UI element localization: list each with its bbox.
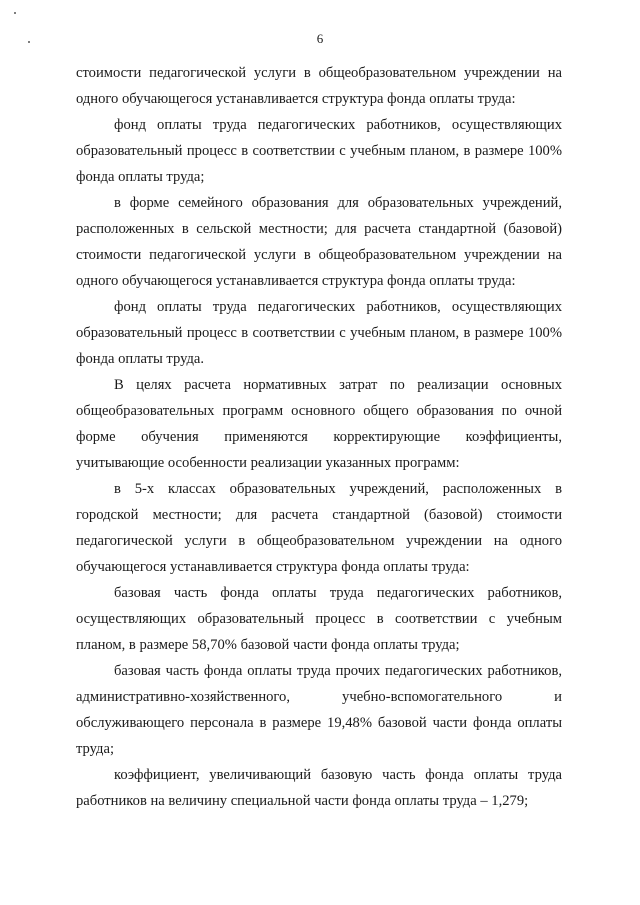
paragraph: фонд оплаты труда педагогических работников, осуществляющих образовательный процесс в соответствии с учебным планом, в размере 100% фонда оплаты труда. <box>76 299 562 367</box>
paragraph: в форме семейного образования для образовательных учреждений, расположенных в сельской местности; для расчета стандартной (базовой) стоимости педагогической услуги в общеобразовательном учреждении на одного обучающегося устанавливается структура фонда оплаты труда: <box>76 195 562 289</box>
paragraph: в 5-х классах образовательных учреждений, расположенных в городской местности; для расчета стандартной (базовой) стоимости педагогической услуги в общеобразовательном учреждении на одного обучающегося устанавливается структура фонда оплаты труда: <box>76 481 562 575</box>
paragraph: коэффициент, увеличивающий базовую часть фонда оплаты труда работников на величину специальной части фонда оплаты труда – 1,279; <box>76 767 562 809</box>
paragraph: базовая часть фонда оплаты труда прочих педагогических работников, административно-хозяйственного, учебно-вспомогательного и обслуживающего персонала в размере 19,48% базовой части фонда оплаты труда; <box>76 663 562 757</box>
paragraph: В целях расчета нормативных затрат по реализации основных общеобразовательных программ основного общего образования по очной форме обучения применяются корректирующие коэффициенты, учитывающие особенности реализации указанных программ: <box>76 377 562 471</box>
paragraph: фонд оплаты труда педагогических работников, осуществляющих образовательный процесс в соответствии с учебным планом, в размере 100% фонда оплаты труда; <box>76 117 562 185</box>
paragraph: базовая часть фонда оплаты труда педагогических работников, осуществляющих образовательный процесс в соответствии с учебным планом, в размере 58,70% базовой части фонда оплаты труда; <box>76 585 562 653</box>
page-number: 6 <box>316 31 324 46</box>
scan-speck <box>14 12 16 14</box>
document-body <box>76 60 562 814</box>
paragraph-continuation: стоимости педагогической услуги в общеобразовательном учреждении на одного обучающегося устанавливается структура фонда оплаты труда: <box>76 65 562 107</box>
